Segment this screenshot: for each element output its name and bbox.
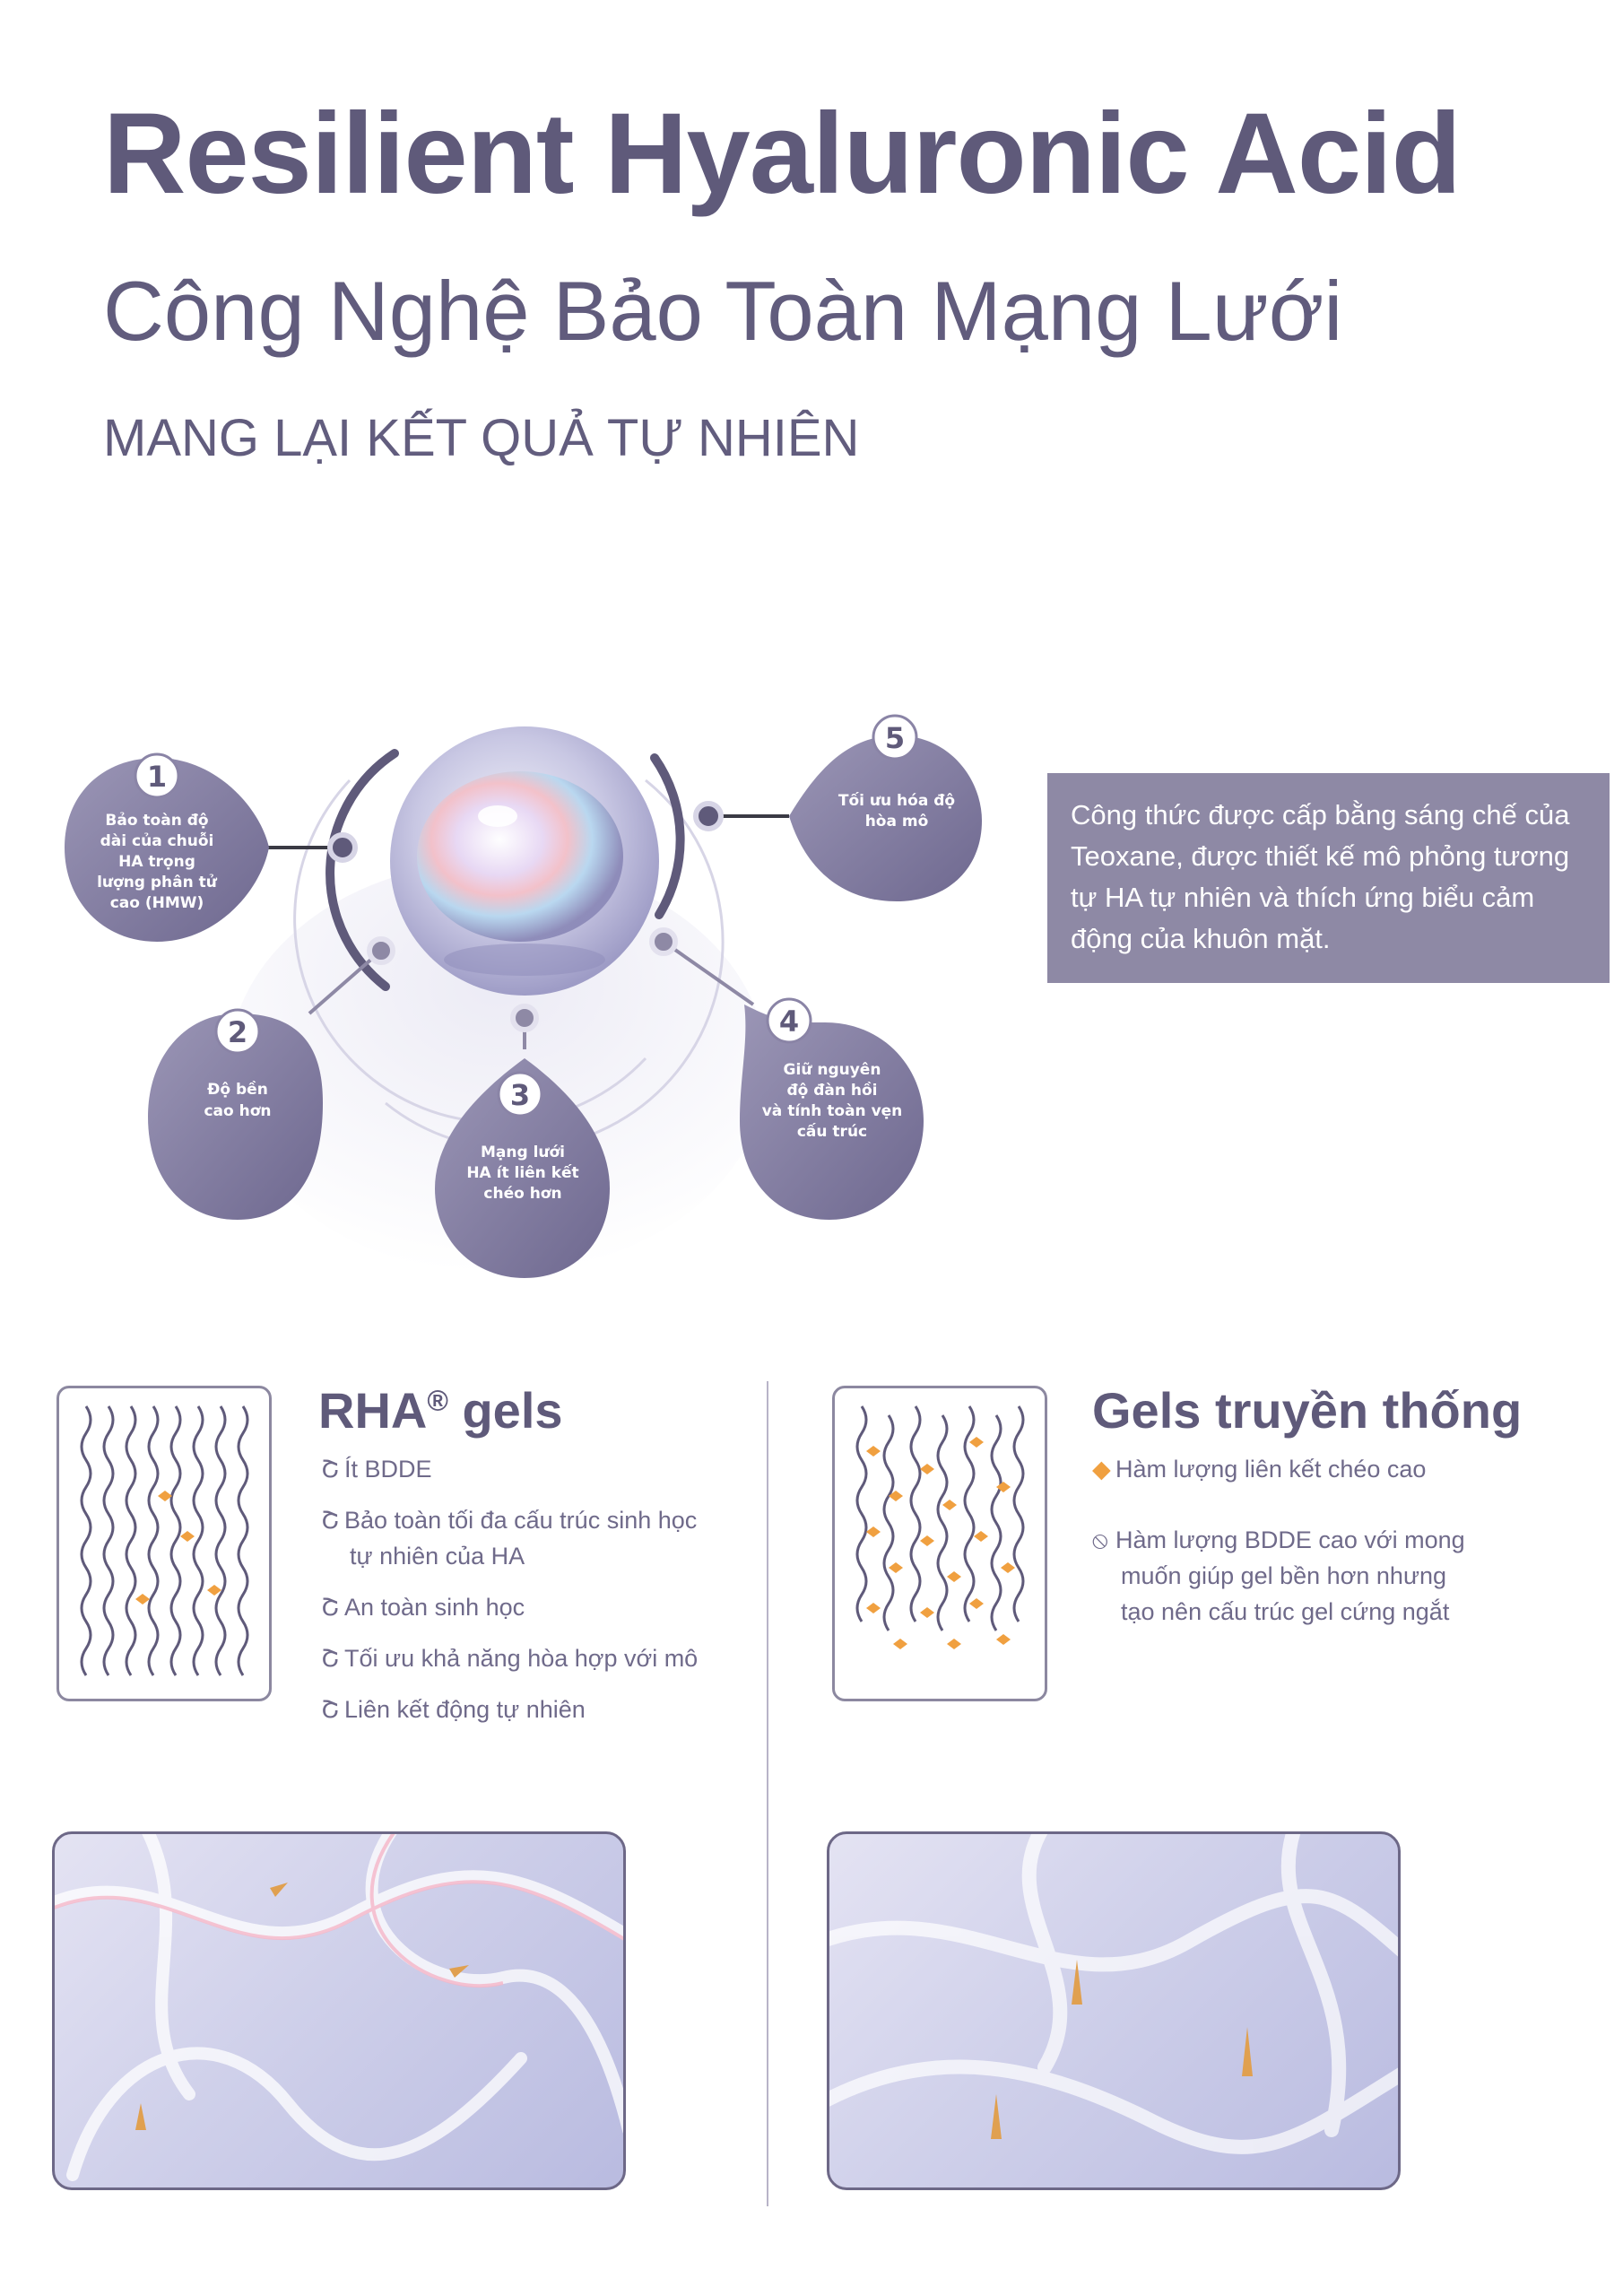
prohibited-icon: ⦸ — [1092, 1526, 1108, 1553]
traditional-gels-title: Gels truyền thống — [1092, 1382, 1523, 1439]
svg-text:Giữ nguyên: Giữ nguyên — [783, 1061, 881, 1079]
page-title: Resilient Hyaluronic Acid — [103, 90, 1461, 218]
svg-text:4: 4 — [778, 1004, 800, 1039]
wave-link-icon: Շ — [321, 1456, 340, 1483]
rha-benefits-diagram — [0, 682, 1040, 1292]
svg-text:Tối ưu hóa độ: Tối ưu hóa độ — [838, 792, 956, 810]
benefit-bubble-2 — [148, 1010, 323, 1220]
wave-link-icon: Շ — [321, 1594, 340, 1621]
rha-gel-render-image — [52, 1831, 626, 2190]
svg-text:HA ít liên kết: HA ít liên kết — [466, 1164, 579, 1182]
wave-link-icon: Շ — [321, 1645, 340, 1672]
wave-link-icon: Շ — [321, 1507, 340, 1534]
page-subtitle: Công Nghệ Bảo Toàn Mạng Lưới — [103, 264, 1343, 358]
rha-feature-5: Շ Liên kết động tự nhiên — [321, 1692, 586, 1727]
ha-droplet-icon — [417, 771, 623, 942]
wavy-chains-icon — [59, 1388, 269, 1699]
svg-text:HA trọng: HA trọng — [118, 853, 195, 871]
rha-gels-title: RHA® gels — [318, 1382, 563, 1439]
rha-feature-4: Շ Tối ưu khả năng hòa hợp với mô — [321, 1640, 698, 1676]
svg-text:3: 3 — [509, 1078, 531, 1112]
info-box: Công thức được cấp bằng sáng chế của Teoxane, được thiết kế mô phỏng tương tự HA tự nhiên và thích ứng biểu cảm động của khuôn mặt. — [1047, 773, 1610, 983]
svg-text:Mạng lưới: Mạng lưới — [480, 1144, 566, 1161]
svg-text:dài của chuỗi: dài của chuỗi — [100, 832, 214, 850]
svg-text:cao hơn: cao hơn — [204, 1102, 272, 1120]
page-tagline: MANG LẠI KẾT QUẢ TỰ NHIÊN — [103, 409, 860, 467]
crosslinked-chains-icon — [835, 1388, 1045, 1699]
benefit-bubble-5 — [789, 716, 982, 901]
bubble-number: 1 — [146, 760, 168, 794]
svg-text:5: 5 — [884, 721, 906, 755]
wave-link-icon: Շ — [321, 1696, 340, 1723]
svg-text:cao (HMW): cao (HMW) — [109, 894, 204, 912]
svg-text:lượng phân tử: lượng phân tử — [97, 874, 217, 891]
diamond-crosslink-icon: ◆ — [1092, 1456, 1111, 1483]
svg-text:2: 2 — [227, 1015, 248, 1049]
traditional-feature-1: ◆ Hàm lượng liên kết chéo cao — [1092, 1451, 1426, 1487]
traditional-gel-structure-illustration — [832, 1386, 1047, 1701]
svg-text:cấu trúc: cấu trúc — [796, 1123, 868, 1141]
traditional-feature-2: ⦸ Hàm lượng BDDE cao với mong muốn giúp gel bền hơn nhưng tạo nên cấu trúc gel cứng ngắt — [1092, 1522, 1465, 1630]
svg-text:Bảo toàn độ: Bảo toàn độ — [105, 812, 209, 830]
rha-feature-1: Շ Ít BDDE — [321, 1451, 432, 1487]
traditional-gel-render-image — [827, 1831, 1401, 2190]
rha-feature-2: Շ Bảo toàn tối đa cấu trúc sinh học tự nhiên của HA — [321, 1502, 697, 1574]
rha-gel-structure-illustration — [56, 1386, 272, 1701]
section-divider — [767, 1381, 768, 2206]
svg-text:Độ bền: Độ bền — [207, 1081, 268, 1099]
rha-feature-3: Շ An toàn sinh học — [321, 1589, 525, 1625]
benefit-bubble-4 — [740, 999, 924, 1220]
svg-text:độ đàn hồi: độ đàn hồi — [786, 1082, 878, 1100]
benefit-bubble-1 — [65, 754, 269, 942]
svg-text:hòa mô: hòa mô — [864, 813, 929, 831]
svg-text:chéo hơn: chéo hơn — [483, 1185, 562, 1203]
svg-text:và tính toàn vẹn: và tính toàn vẹn — [761, 1102, 903, 1120]
